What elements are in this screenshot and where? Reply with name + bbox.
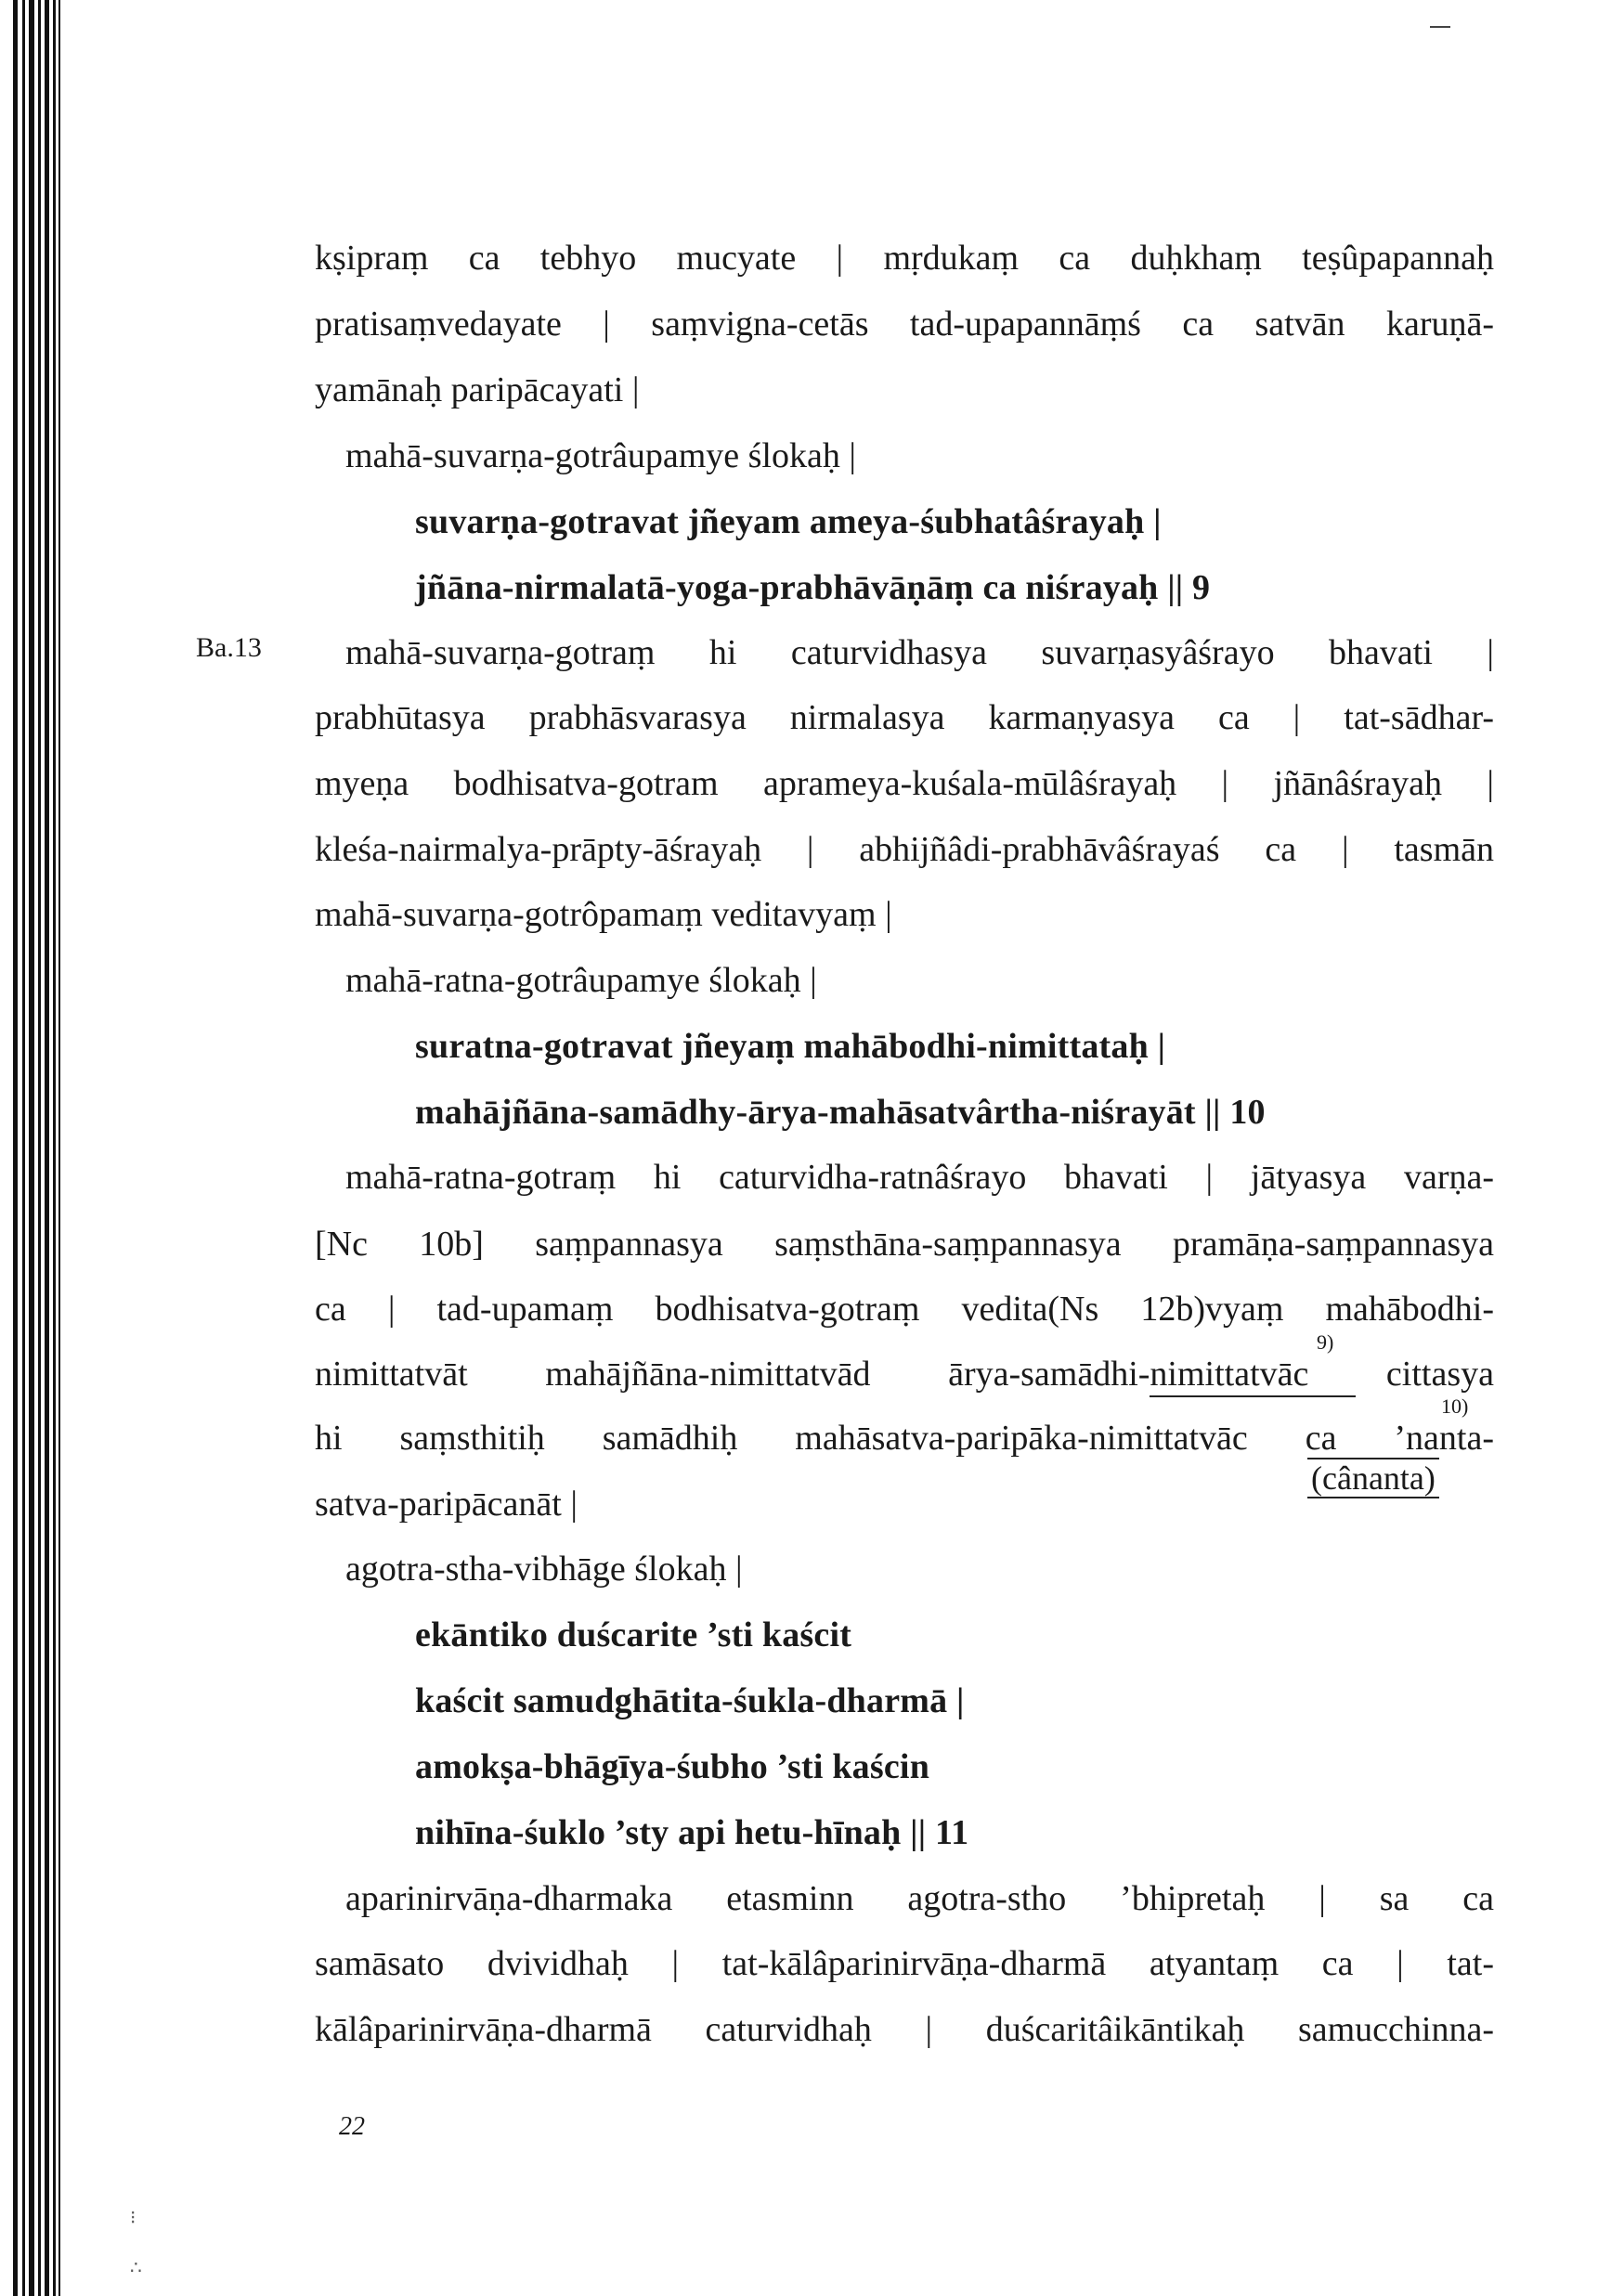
text-line: nimittatvāt mahājñāna-nimittatvād ārya-samādhi-nimittatvāc cittasya (315, 1355, 1494, 1394)
footnote-marker: 10) (1441, 1394, 1469, 1418)
text-line: aparinirvāṇa-dharmaka etasminn agotra-stho ’bhipretaḥ | sa ca (345, 1879, 1494, 1918)
underline (1150, 1395, 1356, 1397)
scan-speck: ∴ (130, 2258, 142, 2278)
sloka-heading: mahā-suvarṇa-gotrâupamye ślokaḥ | (345, 436, 856, 475)
text-line: pratisaṃvedayate | saṃvigna-cetās tad-upapannāṃś ca satvān karuṇā- (315, 305, 1494, 344)
verse-line: suvarṇa-gotravat jñeyam ameya-śubhatâśrayaḥ | (415, 502, 1162, 541)
text-line: yamānaḥ paripācayati | (315, 370, 640, 409)
verse-line: amokṣa-bhāgīya-śubho ’sti kaścin (415, 1747, 930, 1786)
text-line: satva-paripācanāt | (315, 1485, 578, 1524)
scan-mark (1430, 26, 1450, 28)
text-line: prabhūtasya prabhāsvarasya nirmalasya karmaṇyasya ca | tat-sādhar- (315, 698, 1494, 737)
verse-line: suratna-gotravat jñeyaṃ mahābodhi-nimittataḥ | (415, 1027, 1166, 1066)
scan-binding-edge (0, 0, 97, 2296)
margin-reference: Ba.13 (196, 632, 262, 663)
text-line: myeṇa bodhisatva-gotram aprameya-kuśala-mūlâśrayaḥ | jñānâśrayaḥ | (315, 764, 1494, 803)
verse-line: mahājñāna-samādhy-ārya-mahāsatvârtha-niśrayāt || 10 (415, 1093, 1266, 1132)
scan-speck: ⁝ (130, 2208, 136, 2228)
text-line: ca | tad-upamaṃ bodhisatva-gotraṃ vedita(Ns 12b)vyaṃ mahābodhi- (315, 1290, 1494, 1329)
text-line: mahā-suvarṇa-gotraṃ hi caturvidhasya suvarṇasyâśrayo bhavati | (345, 633, 1494, 672)
verse-line: nihīna-śuklo ’sty api hetu-hīnaḥ || 11 (415, 1813, 969, 1852)
variant-reading: (cânanta) (1307, 1458, 1439, 1498)
text-line: [Nc 10b] saṃpannasya saṃsthāna-saṃpannasya pramāṇa-saṃpannasya (315, 1225, 1494, 1264)
text-line: kālâparinirvāṇa-dharmā caturvidhaḥ | duścaritâikāntikaḥ samucchinna- (315, 2010, 1494, 2049)
page-number: 22 (339, 2112, 365, 2141)
text-line: hi saṃsthitiḥ samādhiḥ mahāsatva-paripāka-nimittatvāc ca ’nanta- (315, 1419, 1494, 1458)
text-line: kṣipraṃ ca tebhyo mucyate | mṛdukaṃ ca duḥkhaṃ teṣûpapannaḥ (315, 239, 1494, 278)
footnote-marker: 9) (1317, 1330, 1334, 1354)
text-line: samāsato dvividhaḥ | tat-kālâparinirvāṇa-dharmā atyantaṃ ca | tat- (315, 1944, 1494, 1983)
text-line: mahā-ratna-gotraṃ hi caturvidha-ratnâśrayo bhavati | jātyasya varṇa- (345, 1158, 1494, 1197)
verse-line: kaścit samudghātita-śukla-dharmā | (415, 1681, 965, 1720)
sloka-heading: mahā-ratna-gotrâupamye ślokaḥ | (345, 961, 817, 1000)
sloka-heading: agotra-stha-vibhāge ślokaḥ | (345, 1550, 743, 1589)
text-line: kleśa-nairmalya-prāpty-āśrayaḥ | abhijñâdi-prabhāvâśrayaś ca | tasmān (315, 830, 1494, 869)
verse-line: jñāna-nirmalatā-yoga-prabhāvāṇāṃ ca niśrayaḥ || 9 (415, 568, 1211, 607)
text-line: mahā-suvarṇa-gotrôpamaṃ veditavyaṃ | (315, 895, 892, 934)
verse-line: ekāntiko duścarite ’sti kaścit (415, 1615, 852, 1654)
